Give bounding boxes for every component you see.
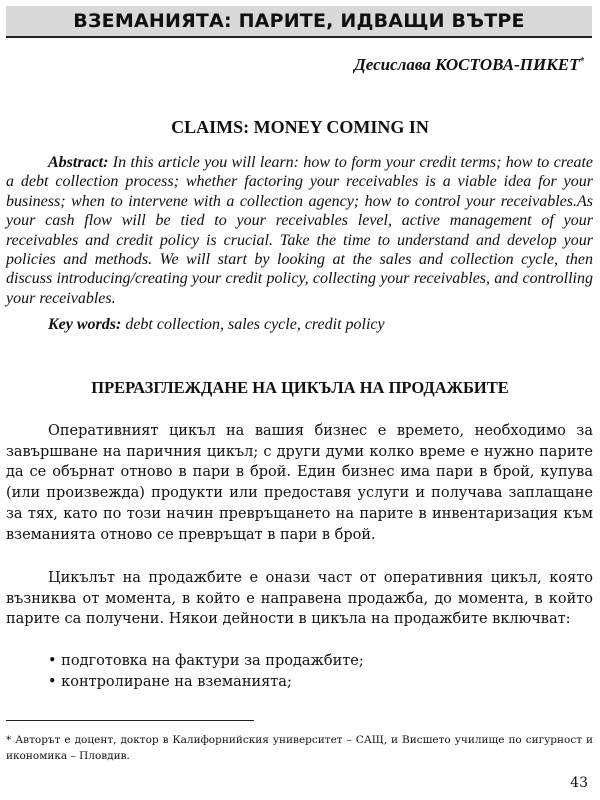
english-title: CLAIMS: MONEY COMING IN <box>171 117 429 137</box>
author-line <box>354 55 584 75</box>
keywords-text: debt collection, sales cycle, credit policy <box>121 316 385 333</box>
footnote: * Авторът е доцент, доктор в Калифорнийския университет – САЩ, и Висшето училище по сигурност и икономика – Пловдив. <box>6 734 593 762</box>
abstract-label: Abstract: <box>48 154 109 171</box>
body-paragraph: Цикълът на продажбите е онази част от оперативния цикъл, която възниква от момента, в който е направена продажба, до момента, в който парите са получени. Някои дейности в цикъла на продажбите включват: <box>6 570 593 628</box>
bullet-item: • подготовка на фактури за продажбите; <box>48 651 364 672</box>
abstract <box>6 153 593 308</box>
section-heading: ПРЕРАЗГЛЕЖДАНЕ НА ЦИКЪЛА НА ПРОДАЖБИТЕ <box>91 378 509 397</box>
body-paragraph: Оперативният цикъл на вашия бизнес е времето, необходимо за завършване на паричния цикъл; с други думи колко време е нужно парите да се обърнат отново в пари в брой. Един бизнес има пари в брой, купува (или произвежда) продукти или предоставя услуги и получава заплащане за тях, като по този начин превръщането на парите в инвентаризация към вземанията отново се превръщат в пари в брой. <box>6 423 593 543</box>
author-name: Десислава КОСТОВА-ПИКЕТ <box>354 55 580 74</box>
keywords-label: Key words: <box>48 316 122 333</box>
page-number: 43 <box>570 775 588 791</box>
bullet-list <box>48 651 364 692</box>
abstract-text: In this article you will learn: how to form your credit terms; how to create a debt collection process; whether factoring your receivables is a viable idea for your business; when to intervene with a collection agency; how to control your receivables.As your cash flow will be tied to your receivables level, active management of your receivables and credit policy is crucial. Take the time to understand and develop your policies and methods. We will start by looking at the sales and collection cycle, then discuss introducing/creating your credit policy, collecting your receivables, and controlling your receivables. <box>6 154 593 307</box>
bullet-item: • контролиране на вземанията; <box>48 672 364 693</box>
running-header-title: ВЗЕМАНИЯТА: ПАРИТЕ, ИДВАЩИ ВЪТРЕ <box>73 10 525 32</box>
author-footnote-mark: * <box>579 55 584 66</box>
keywords <box>48 316 593 334</box>
footnote-divider <box>6 720 254 721</box>
running-header <box>6 6 592 38</box>
